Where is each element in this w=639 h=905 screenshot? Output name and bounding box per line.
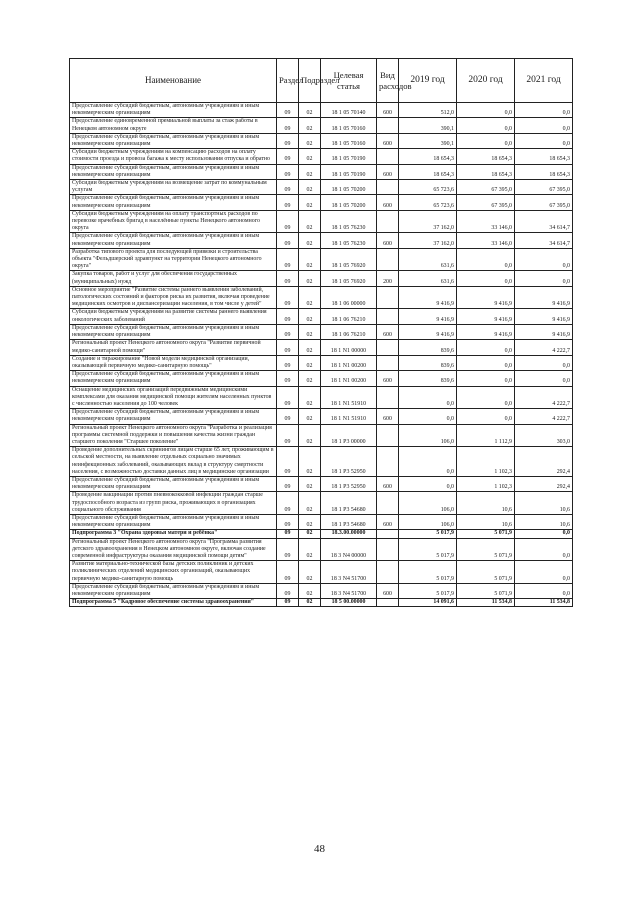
row-value-2019-cell: 37 162,0 bbox=[399, 233, 457, 248]
row-expense-type-cell: 200 bbox=[377, 271, 399, 286]
row-target-item-cell: 18 1 05 70190 bbox=[321, 164, 377, 179]
row-name-cell: Предоставление субсидий бюджетным, автономным учреждениям и иным некоммерческим организациям bbox=[70, 583, 277, 598]
row-value-2020-cell: 18 654,3 bbox=[457, 149, 515, 164]
row-subsection-cell: 02 bbox=[299, 324, 321, 339]
header-year-2019: 2019 год bbox=[399, 59, 457, 103]
row-subsection-cell: 02 bbox=[299, 530, 321, 538]
row-value-2021-cell: 0,0 bbox=[515, 355, 573, 370]
row-section-cell: 09 bbox=[277, 583, 299, 598]
row-section-cell: 09 bbox=[277, 248, 299, 271]
row-expense-type-cell: 600 bbox=[377, 133, 399, 148]
row-name-cell: Предоставление субсидий бюджетным, автономным учреждениям и иным некоммерческим организациям bbox=[70, 409, 277, 424]
row-subsection-cell: 02 bbox=[299, 409, 321, 424]
row-value-2020-cell: 0,0 bbox=[457, 133, 515, 148]
row-name-cell: Проведение дополнительных скринингов лицам старше 65 лет, проживающим в сельской местности, на выявление отдельных социально значимых неинфекционных заболеваний, оказывающих вклад в структуру смертности населения, с возможностью доставки данных лиц в медицинские организации bbox=[70, 447, 277, 477]
row-value-2019-cell: 14 091,6 bbox=[399, 599, 457, 607]
row-value-2019-cell: 631,6 bbox=[399, 271, 457, 286]
row-value-2021-cell: 10,6 bbox=[515, 492, 573, 515]
table-row bbox=[70, 371, 573, 386]
row-subsection-cell: 02 bbox=[299, 103, 321, 118]
row-target-item-cell: 18 1 N1 00200 bbox=[321, 371, 377, 386]
row-expense-type-cell bbox=[377, 447, 399, 477]
header-name: Наименование bbox=[70, 59, 277, 103]
row-section-cell: 09 bbox=[277, 133, 299, 148]
row-name-cell: Предоставление субсидий бюджетным, автономным учреждениям и иным некоммерческим организациям bbox=[70, 103, 277, 118]
row-target-item-cell: 18 1 05 70140 bbox=[321, 103, 377, 118]
row-section-cell: 09 bbox=[277, 409, 299, 424]
row-target-item-cell: 18 1 N1 00200 bbox=[321, 355, 377, 370]
row-value-2019-cell: 65 723,6 bbox=[399, 180, 457, 195]
row-section-cell: 09 bbox=[277, 164, 299, 179]
row-value-2021-cell: 4 222,7 bbox=[515, 340, 573, 355]
table-row bbox=[70, 583, 573, 598]
table-row bbox=[70, 599, 573, 607]
row-section-cell: 09 bbox=[277, 286, 299, 309]
row-name-cell: Предоставление субсидий бюджетным, автономным учреждениям и иным некоммерческим организациям bbox=[70, 164, 277, 179]
row-value-2019-cell: 9 416,9 bbox=[399, 324, 457, 339]
row-target-item-cell: 18 1 05 70160 bbox=[321, 133, 377, 148]
row-expense-type-cell: 600 bbox=[377, 371, 399, 386]
table-row bbox=[70, 476, 573, 491]
row-name-cell: Основное мероприятие "Развитие системы раннего выявления заболеваний, патологических состояний и факторов риска их развития, включая проведение медицинских осмотров и диспансеризации населения, в том числе у детей" bbox=[70, 286, 277, 309]
row-value-2019-cell: 5 017,9 bbox=[399, 583, 457, 598]
table-row bbox=[70, 149, 573, 164]
row-value-2019-cell: 106,0 bbox=[399, 514, 457, 529]
row-section-cell: 09 bbox=[277, 195, 299, 210]
row-name-cell: Предоставление субсидий бюджетным, автономным учреждениям и иным некоммерческим организациям bbox=[70, 195, 277, 210]
row-value-2020-cell: 11 534,8 bbox=[457, 599, 515, 607]
row-value-2019-cell: 839,6 bbox=[399, 340, 457, 355]
row-expense-type-cell bbox=[377, 424, 399, 447]
row-section-cell: 09 bbox=[277, 324, 299, 339]
row-section-cell: 09 bbox=[277, 530, 299, 538]
row-expense-type-cell bbox=[377, 210, 399, 233]
row-target-item-cell: 18 1 05 76920 bbox=[321, 248, 377, 271]
table-row bbox=[70, 180, 573, 195]
row-subsection-cell: 02 bbox=[299, 355, 321, 370]
table-row bbox=[70, 233, 573, 248]
row-value-2021-cell: 9 416,9 bbox=[515, 309, 573, 324]
row-value-2020-cell: 9 416,9 bbox=[457, 286, 515, 309]
row-target-item-cell: 18 1 N1 51910 bbox=[321, 409, 377, 424]
row-value-2020-cell: 5 071,9 bbox=[457, 561, 515, 584]
row-subsection-cell: 02 bbox=[299, 180, 321, 195]
row-name-cell: Региональный проект Ненецкого автономного округа "Разработка и реализация программы системной поддержки и повышения качества жизни граждан старшего поколения "Старшее поколение" bbox=[70, 424, 277, 447]
row-value-2020-cell: 0,0 bbox=[457, 386, 515, 409]
row-name-cell: Развитие материально-технической базы детских поликлиник и детских поликлинических отделений медицинских организаций, оказывающих первичную медико-санитарную помощь bbox=[70, 561, 277, 584]
row-value-2020-cell: 67 395,0 bbox=[457, 195, 515, 210]
row-value-2019-cell: 18 654,3 bbox=[399, 149, 457, 164]
row-value-2020-cell: 5 071,9 bbox=[457, 583, 515, 598]
row-value-2020-cell: 1 102,3 bbox=[457, 447, 515, 477]
row-subsection-cell: 02 bbox=[299, 118, 321, 133]
row-expense-type-cell bbox=[377, 149, 399, 164]
row-section-cell: 09 bbox=[277, 340, 299, 355]
row-name-cell: Региональный проект Ненецкого автономного округа "Развитие первичной медико-санитарной помощи" bbox=[70, 340, 277, 355]
row-value-2019-cell: 106,0 bbox=[399, 492, 457, 515]
row-section-cell: 09 bbox=[277, 233, 299, 248]
row-value-2019-cell: 106,0 bbox=[399, 424, 457, 447]
row-value-2020-cell: 5 071,9 bbox=[457, 530, 515, 538]
row-value-2019-cell: 18 654,3 bbox=[399, 164, 457, 179]
row-value-2021-cell: 0,0 bbox=[515, 103, 573, 118]
row-expense-type-cell: 600 bbox=[377, 164, 399, 179]
row-value-2019-cell: 9 416,9 bbox=[399, 286, 457, 309]
table-row bbox=[70, 133, 573, 148]
row-value-2019-cell: 839,6 bbox=[399, 355, 457, 370]
row-value-2021-cell: 0,0 bbox=[515, 133, 573, 148]
row-value-2020-cell: 0,0 bbox=[457, 409, 515, 424]
row-target-item-cell: 18 1 06 76210 bbox=[321, 309, 377, 324]
row-value-2019-cell: 37 162,0 bbox=[399, 210, 457, 233]
row-section-cell: 09 bbox=[277, 309, 299, 324]
row-value-2019-cell: 0,0 bbox=[399, 447, 457, 477]
row-target-item-cell: 18 1 06 00000 bbox=[321, 286, 377, 309]
row-target-item-cell: 18 1 05 76920 bbox=[321, 271, 377, 286]
row-section-cell: 09 bbox=[277, 118, 299, 133]
row-name-cell: Субсидии бюджетным учреждениям на оплату транспортных расходов по перевозке врачебных бригад в населённые пункты Ненецкого автономного округа bbox=[70, 210, 277, 233]
row-subsection-cell: 02 bbox=[299, 286, 321, 309]
row-expense-type-cell bbox=[377, 286, 399, 309]
row-target-item-cell: 18 1 P3 52950 bbox=[321, 476, 377, 491]
row-subsection-cell: 02 bbox=[299, 195, 321, 210]
row-section-cell: 09 bbox=[277, 149, 299, 164]
table-row bbox=[70, 492, 573, 515]
row-subsection-cell: 02 bbox=[299, 538, 321, 561]
row-name-cell: Предоставление единовременной премиальной выплаты за стаж работы в Ненецком автономном округе bbox=[70, 118, 277, 133]
row-value-2019-cell: 5 017,9 bbox=[399, 561, 457, 584]
row-target-item-cell: 18 1 05 70200 bbox=[321, 180, 377, 195]
row-expense-type-cell: 600 bbox=[377, 103, 399, 118]
row-section-cell: 09 bbox=[277, 355, 299, 370]
row-value-2019-cell: 839,6 bbox=[399, 371, 457, 386]
row-name-cell: Закупка товаров, работ и услуг для обеспечения государственных (муниципальных) нужд bbox=[70, 271, 277, 286]
row-subsection-cell: 02 bbox=[299, 599, 321, 607]
row-value-2020-cell: 0,0 bbox=[457, 271, 515, 286]
table-row bbox=[70, 514, 573, 529]
row-value-2019-cell: 65 723,6 bbox=[399, 195, 457, 210]
table-row bbox=[70, 309, 573, 324]
row-target-item-cell: 18 5 00.00000 bbox=[321, 599, 377, 607]
header-subsection: Подраздел bbox=[299, 59, 321, 103]
header-target-item: Целевая статья bbox=[321, 59, 377, 103]
row-expense-type-cell: 600 bbox=[377, 324, 399, 339]
row-target-item-cell: 18.3.00.00000 bbox=[321, 530, 377, 538]
row-section-cell: 09 bbox=[277, 538, 299, 561]
row-expense-type-cell bbox=[377, 386, 399, 409]
budget-table-sheet bbox=[69, 58, 572, 607]
row-value-2020-cell: 9 416,9 bbox=[457, 324, 515, 339]
row-expense-type-cell bbox=[377, 530, 399, 538]
row-subsection-cell: 02 bbox=[299, 476, 321, 491]
row-value-2020-cell: 1 112,9 bbox=[457, 424, 515, 447]
row-subsection-cell: 02 bbox=[299, 133, 321, 148]
row-expense-type-cell: 600 bbox=[377, 233, 399, 248]
row-expense-type-cell: 600 bbox=[377, 583, 399, 598]
row-section-cell: 09 bbox=[277, 424, 299, 447]
row-name-cell: Создание и тиражирование "Новой модели медицинской организации, оказывающей первичную медико-санитарную помощь" bbox=[70, 355, 277, 370]
row-subsection-cell: 02 bbox=[299, 248, 321, 271]
row-value-2019-cell: 0,0 bbox=[399, 386, 457, 409]
row-target-item-cell: 18 1 05 70200 bbox=[321, 195, 377, 210]
table-row bbox=[70, 424, 573, 447]
table-row bbox=[70, 561, 573, 584]
row-subsection-cell: 02 bbox=[299, 514, 321, 529]
table-header-row bbox=[70, 59, 573, 103]
table-row bbox=[70, 248, 573, 271]
table-row bbox=[70, 286, 573, 309]
row-value-2021-cell: 0,0 bbox=[515, 118, 573, 133]
row-section-cell: 09 bbox=[277, 271, 299, 286]
header-year-2021: 2021 год bbox=[515, 59, 573, 103]
row-section-cell: 09 bbox=[277, 386, 299, 409]
row-section-cell: 09 bbox=[277, 180, 299, 195]
row-value-2020-cell: 0,0 bbox=[457, 355, 515, 370]
row-target-item-cell: 18 3 N4 00000 bbox=[321, 538, 377, 561]
row-name-cell: Субсидии бюджетным учреждениям на развитие системы раннего выявления онкологических заболеваний bbox=[70, 309, 277, 324]
row-name-cell: Разработка типового проекта для последующей привязки и строительства объекта "Фельдшерский здравпункт на территории Ненецкого автономного округа" bbox=[70, 248, 277, 271]
row-name-cell: Подпрограмма 3 "Охрана здоровья матери и ребёнка" bbox=[70, 530, 277, 538]
row-value-2021-cell: 11 534,8 bbox=[515, 599, 573, 607]
row-name-cell: Предоставление субсидий бюджетным, автономным учреждениям и иным некоммерческим организациям bbox=[70, 324, 277, 339]
row-value-2019-cell: 512,0 bbox=[399, 103, 457, 118]
row-value-2020-cell: 33 146,0 bbox=[457, 233, 515, 248]
row-value-2021-cell: 18 654,3 bbox=[515, 149, 573, 164]
table-row bbox=[70, 103, 573, 118]
row-expense-type-cell bbox=[377, 492, 399, 515]
row-expense-type-cell bbox=[377, 538, 399, 561]
row-subsection-cell: 02 bbox=[299, 447, 321, 477]
row-target-item-cell: 18 3 N4 51700 bbox=[321, 583, 377, 598]
row-value-2021-cell: 67 395,0 bbox=[515, 180, 573, 195]
row-target-item-cell: 18 1 06 76210 bbox=[321, 324, 377, 339]
row-target-item-cell: 18 1 P3 00000 bbox=[321, 424, 377, 447]
row-value-2019-cell: 390,1 bbox=[399, 118, 457, 133]
row-subsection-cell: 02 bbox=[299, 271, 321, 286]
row-subsection-cell: 02 bbox=[299, 149, 321, 164]
row-expense-type-cell bbox=[377, 340, 399, 355]
row-value-2021-cell: 34 614,7 bbox=[515, 210, 573, 233]
row-value-2019-cell: 631,6 bbox=[399, 248, 457, 271]
row-value-2021-cell: 18 654,3 bbox=[515, 164, 573, 179]
row-value-2021-cell: 292,4 bbox=[515, 476, 573, 491]
row-value-2019-cell: 0,0 bbox=[399, 476, 457, 491]
row-target-item-cell: 18 1 P3 54680 bbox=[321, 492, 377, 515]
table-row bbox=[70, 538, 573, 561]
row-value-2020-cell: 9 416,9 bbox=[457, 309, 515, 324]
row-value-2021-cell: 67 395,0 bbox=[515, 195, 573, 210]
row-section-cell: 09 bbox=[277, 514, 299, 529]
row-value-2021-cell: 0,0 bbox=[515, 583, 573, 598]
row-expense-type-cell: 600 bbox=[377, 195, 399, 210]
row-name-cell: Предоставление субсидий бюджетным, автономным учреждениям и иным некоммерческим организациям bbox=[70, 371, 277, 386]
row-section-cell: 09 bbox=[277, 492, 299, 515]
table-row bbox=[70, 195, 573, 210]
row-expense-type-cell: 600 bbox=[377, 514, 399, 529]
header-expense-type: Вид расходов bbox=[377, 59, 399, 103]
row-subsection-cell: 02 bbox=[299, 386, 321, 409]
row-value-2019-cell: 390,1 bbox=[399, 133, 457, 148]
row-target-item-cell: 18 1 N1 51910 bbox=[321, 386, 377, 409]
page-number: 48 bbox=[314, 843, 325, 855]
row-section-cell: 09 bbox=[277, 103, 299, 118]
table-row bbox=[70, 271, 573, 286]
row-value-2020-cell: 10,6 bbox=[457, 514, 515, 529]
row-name-cell: Предоставление субсидий бюджетным, автономным учреждениям и иным некоммерческим организациям bbox=[70, 133, 277, 148]
row-name-cell: Подпрограмма 5 "Кадровое обеспечение системы здравоохранения" bbox=[70, 599, 277, 607]
row-expense-type-cell: 600 bbox=[377, 409, 399, 424]
row-subsection-cell: 02 bbox=[299, 583, 321, 598]
row-name-cell: Региональный проект Ненецкого автономного округа "Программа развития детского здравоохранения в Ненецком автономном округе, включая создание современной инфраструктуры оказания медицинской помощи детям" bbox=[70, 538, 277, 561]
row-section-cell: 09 bbox=[277, 210, 299, 233]
row-name-cell: Субсидии бюджетным учреждениям на возмещение затрат по коммунальным услугам bbox=[70, 180, 277, 195]
row-name-cell: Субсидии бюджетным учреждениям на компенсацию расходов на оплату стоимости проезда и провоза багажа к месту использования отпуска и обратно bbox=[70, 149, 277, 164]
row-value-2021-cell: 10,6 bbox=[515, 514, 573, 529]
table-row bbox=[70, 409, 573, 424]
row-value-2020-cell: 0,0 bbox=[457, 371, 515, 386]
row-section-cell: 09 bbox=[277, 599, 299, 607]
budget-table bbox=[69, 58, 573, 607]
row-target-item-cell: 18 1 05 76230 bbox=[321, 233, 377, 248]
table-row bbox=[70, 530, 573, 538]
row-value-2019-cell: 0,0 bbox=[399, 409, 457, 424]
row-name-cell: Оснащение медицинских организаций передвижными медицинскими комплексами для оказания медицинской помощи жителям населенных пунктов с численностью населения до 100 человек bbox=[70, 386, 277, 409]
table-row bbox=[70, 355, 573, 370]
row-subsection-cell: 02 bbox=[299, 340, 321, 355]
header-year-2020: 2020 год bbox=[457, 59, 515, 103]
row-value-2020-cell: 0,0 bbox=[457, 103, 515, 118]
row-expense-type-cell bbox=[377, 180, 399, 195]
row-target-item-cell: 18 1 N1 00000 bbox=[321, 340, 377, 355]
row-subsection-cell: 02 bbox=[299, 233, 321, 248]
row-expense-type-cell bbox=[377, 561, 399, 584]
row-target-item-cell: 18 3 N4 51700 bbox=[321, 561, 377, 584]
row-value-2020-cell: 33 146,0 bbox=[457, 210, 515, 233]
row-subsection-cell: 02 bbox=[299, 561, 321, 584]
row-value-2019-cell: 5 017,9 bbox=[399, 530, 457, 538]
row-value-2020-cell: 1 102,3 bbox=[457, 476, 515, 491]
table-row bbox=[70, 386, 573, 409]
row-value-2021-cell: 0,0 bbox=[515, 371, 573, 386]
row-value-2021-cell: 303,0 bbox=[515, 424, 573, 447]
table-row bbox=[70, 447, 573, 477]
row-subsection-cell: 02 bbox=[299, 424, 321, 447]
row-expense-type-cell bbox=[377, 248, 399, 271]
row-name-cell: Предоставление субсидий бюджетным, автономным учреждениям и иным некоммерческим организациям bbox=[70, 514, 277, 529]
table-row bbox=[70, 210, 573, 233]
row-value-2021-cell: 0,0 bbox=[515, 271, 573, 286]
row-value-2021-cell: 292,4 bbox=[515, 447, 573, 477]
row-expense-type-cell bbox=[377, 309, 399, 324]
row-name-cell: Предоставление субсидий бюджетным, автономным учреждениям и иным некоммерческим организациям bbox=[70, 233, 277, 248]
table-row bbox=[70, 340, 573, 355]
row-subsection-cell: 02 bbox=[299, 164, 321, 179]
row-value-2021-cell: 34 614,7 bbox=[515, 233, 573, 248]
row-value-2021-cell: 4 222,7 bbox=[515, 386, 573, 409]
row-expense-type-cell bbox=[377, 355, 399, 370]
row-value-2021-cell: 0,0 bbox=[515, 561, 573, 584]
row-section-cell: 09 bbox=[277, 561, 299, 584]
row-expense-type-cell bbox=[377, 118, 399, 133]
row-value-2021-cell: 0,0 bbox=[515, 538, 573, 561]
table-row bbox=[70, 164, 573, 179]
row-expense-type-cell: 600 bbox=[377, 476, 399, 491]
row-value-2020-cell: 0,0 bbox=[457, 248, 515, 271]
row-section-cell: 09 bbox=[277, 371, 299, 386]
row-target-item-cell: 18 1 05 76230 bbox=[321, 210, 377, 233]
row-value-2020-cell: 18 654,3 bbox=[457, 164, 515, 179]
row-value-2019-cell: 9 416,9 bbox=[399, 309, 457, 324]
table-row bbox=[70, 118, 573, 133]
row-value-2021-cell: 9 416,9 bbox=[515, 324, 573, 339]
row-value-2020-cell: 10,6 bbox=[457, 492, 515, 515]
row-subsection-cell: 02 bbox=[299, 210, 321, 233]
table-row bbox=[70, 324, 573, 339]
row-value-2020-cell: 5 071,9 bbox=[457, 538, 515, 561]
row-value-2020-cell: 0,0 bbox=[457, 340, 515, 355]
row-subsection-cell: 02 bbox=[299, 371, 321, 386]
row-value-2021-cell: 0,0 bbox=[515, 248, 573, 271]
row-target-item-cell: 18 1 05 70160 bbox=[321, 118, 377, 133]
row-subsection-cell: 02 bbox=[299, 492, 321, 515]
table-body bbox=[70, 103, 573, 607]
header-section: Раздел bbox=[277, 59, 299, 103]
row-section-cell: 09 bbox=[277, 476, 299, 491]
row-value-2020-cell: 0,0 bbox=[457, 118, 515, 133]
row-section-cell: 09 bbox=[277, 447, 299, 477]
row-target-item-cell: 18 1 05 70190 bbox=[321, 149, 377, 164]
row-subsection-cell: 02 bbox=[299, 309, 321, 324]
row-value-2021-cell: 0,0 bbox=[515, 530, 573, 538]
row-value-2021-cell: 9 416,9 bbox=[515, 286, 573, 309]
row-name-cell: Проведение вакцинации против пневмококковой инфекции граждан старше трудоспособного возраста из групп риска, проживающих в организациях социального обслуживания bbox=[70, 492, 277, 515]
row-expense-type-cell bbox=[377, 599, 399, 607]
row-value-2019-cell: 5 017,9 bbox=[399, 538, 457, 561]
row-value-2020-cell: 67 395,0 bbox=[457, 180, 515, 195]
row-value-2021-cell: 4 222,7 bbox=[515, 409, 573, 424]
row-name-cell: Предоставление субсидий бюджетным, автономным учреждениям и иным некоммерческим организациям bbox=[70, 476, 277, 491]
row-target-item-cell: 18 1 P3 52950 bbox=[321, 447, 377, 477]
row-target-item-cell: 18 1 P3 54680 bbox=[321, 514, 377, 529]
